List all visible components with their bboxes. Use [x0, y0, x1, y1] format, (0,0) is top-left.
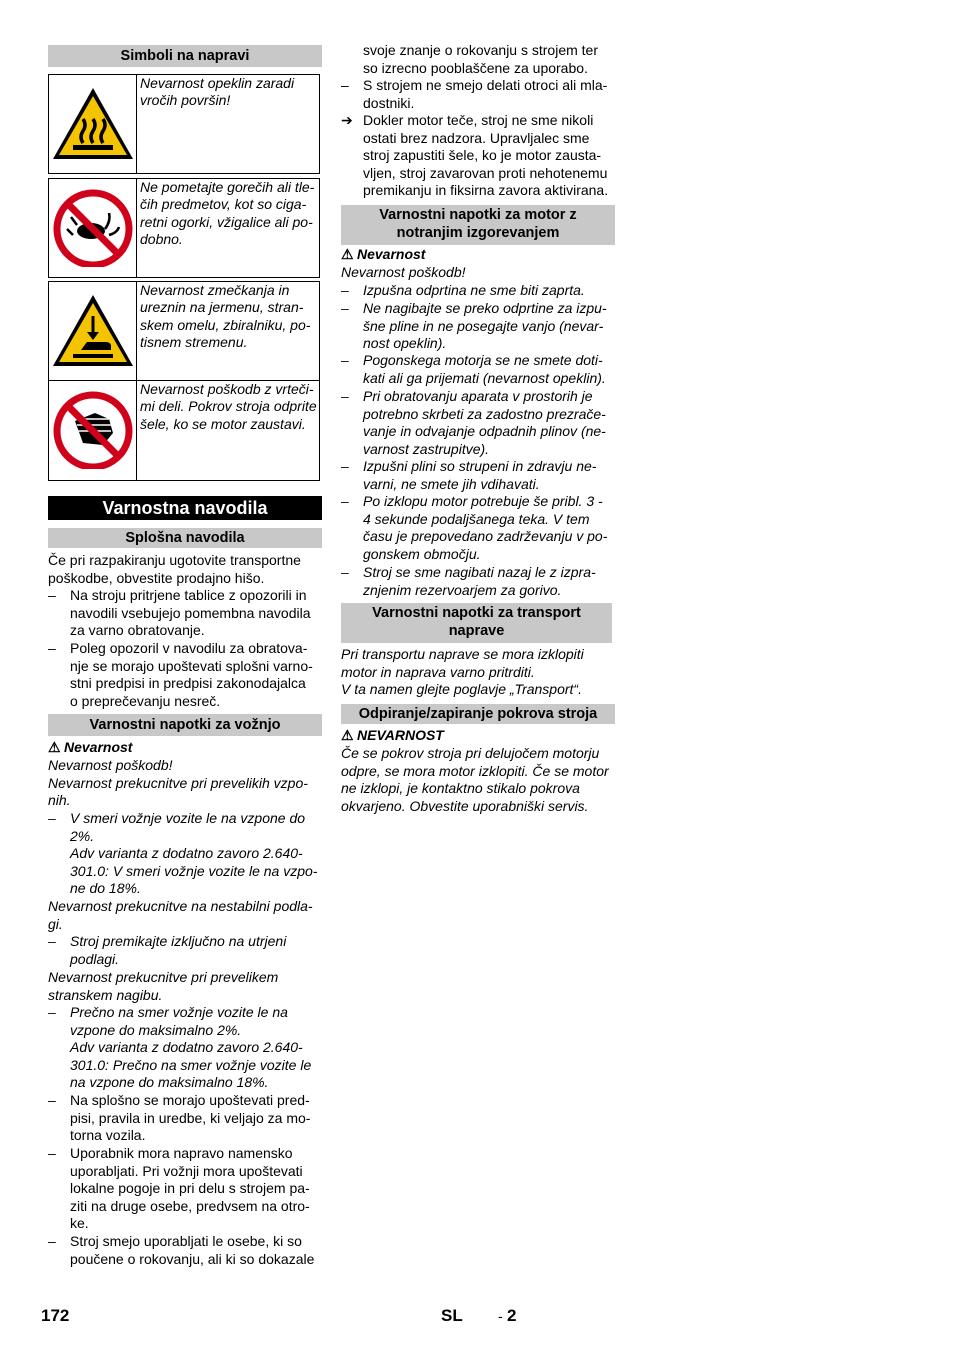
driving-paragraph: Nevarnost prekucnitve na nestabilni podla- gi.: [48, 898, 313, 932]
symbol-text-hot-surface: Nevarnost opeklin zaradi vročih površin!: [137, 74, 320, 174]
footer-dash: -: [498, 1308, 503, 1324]
symbol-row-hot-surface: [48, 74, 320, 174]
no-reaching-rotating-parts-icon: [51, 391, 135, 469]
symbol-box: [48, 281, 137, 381]
dash-marker: –: [48, 640, 56, 656]
cover-paragraph: Če se pokrov stroja pri delujočem motorju odpre, se mora motor izklopiti. Če se motor ne izklopi, je kontaktno stikalo pokrova okvarjeno. Obvestite uporabniški servis.: [341, 745, 609, 814]
driving-paragraph: Nevarnost prekucnitve pri prevelikem stranskem nagibu.: [48, 969, 279, 1003]
dash-marker: –: [341, 282, 349, 298]
warning-icon: ⚠: [341, 727, 354, 743]
warning-icon: ⚠: [48, 739, 61, 755]
dash-marker: –: [48, 1145, 56, 1161]
page-number: 172: [41, 1306, 70, 1325]
symbol-text-rotating-parts: Nevarnost poškodb z vrteči- mi deli. Pokrov stroja odprite šele, ko se motor zaustavi.: [137, 380, 320, 481]
general-heading: Splošna navodila: [48, 528, 322, 548]
dash-marker: –: [341, 493, 349, 509]
symbol-text-hand-crush: Nevarnost zmečkanja in ureznin na jermenu, stran- skem omelu, zbiralniku, po- tisnem stremenu.: [137, 281, 320, 381]
general-intro: Če pri razpakiranju ugotovite transportne poškodbe, obvestite prodajno hišo.: [48, 552, 301, 586]
symbol-row-rotating-parts: [48, 380, 320, 481]
language-code: SL: [441, 1306, 463, 1325]
symbol-box: [48, 178, 137, 278]
symbol-box: [48, 74, 137, 174]
dash-marker: –: [341, 564, 349, 580]
driving-heading: Varnostni napotki za vožnjo: [48, 714, 322, 736]
transport-paragraph: Pri transportu naprave se mora izklopiti motor in naprava varno pritrditi. V ta namen glejte poglavje „Transport“.: [341, 646, 584, 698]
engine-warning: ⚠ Nevarnost: [341, 246, 426, 262]
arrow-icon: ➔: [341, 112, 353, 128]
dash-marker: –: [48, 1233, 56, 1249]
dash-marker: –: [48, 933, 56, 949]
transport-heading: Varnostni napotki za transport naprave: [341, 603, 612, 643]
symbols-heading: Simboli na napravi: [48, 45, 322, 67]
engine-paragraph: Nevarnost poškodb!: [341, 264, 466, 280]
dash-marker: –: [48, 587, 56, 603]
cover-heading: Odpiranje/zapiranje pokrova stroja: [341, 704, 615, 724]
no-burning-objects-icon: [51, 189, 135, 267]
dash-marker: –: [48, 1092, 56, 1108]
engine-heading: Varnostni napotki za motor z notranjim izgorevanjem: [341, 205, 615, 245]
continued-paragraph: svoje znanje o rokovanju s strojem ter so izrecno pooblaščene za uporabo.: [363, 42, 598, 76]
safety-title: Varnostna navodila: [48, 496, 322, 520]
warning-icon: ⚠: [341, 246, 354, 262]
dash-marker: –: [341, 388, 349, 404]
dash-marker: –: [341, 300, 349, 316]
symbol-box: [48, 380, 137, 481]
driving-paragraph: Nevarnost poškodb! Nevarnost prekucnitve pri prevelikih vzpo- nih.: [48, 757, 308, 809]
dash-marker: –: [341, 77, 349, 93]
symbol-text-no-burning: Ne pometajte gorečih ali tle- čih predmetov, kot so ciga- retni ogorki, vžigalice ali po- dobno.: [137, 178, 320, 278]
dash-marker: –: [48, 1004, 56, 1020]
dash-marker: –: [341, 352, 349, 368]
dash-marker: –: [48, 810, 56, 826]
hot-surface-warning-icon: [51, 85, 135, 163]
hand-crush-warning-icon: [51, 292, 135, 370]
symbol-row-hand-crush: [48, 281, 320, 381]
dash-marker: –: [341, 458, 349, 474]
section-number: 2: [507, 1306, 517, 1325]
symbol-row-no-burning: [48, 178, 320, 278]
driving-warning: ⚠ Nevarnost: [48, 739, 133, 755]
cover-warning: ⚠ NEVARNOST: [341, 727, 444, 743]
